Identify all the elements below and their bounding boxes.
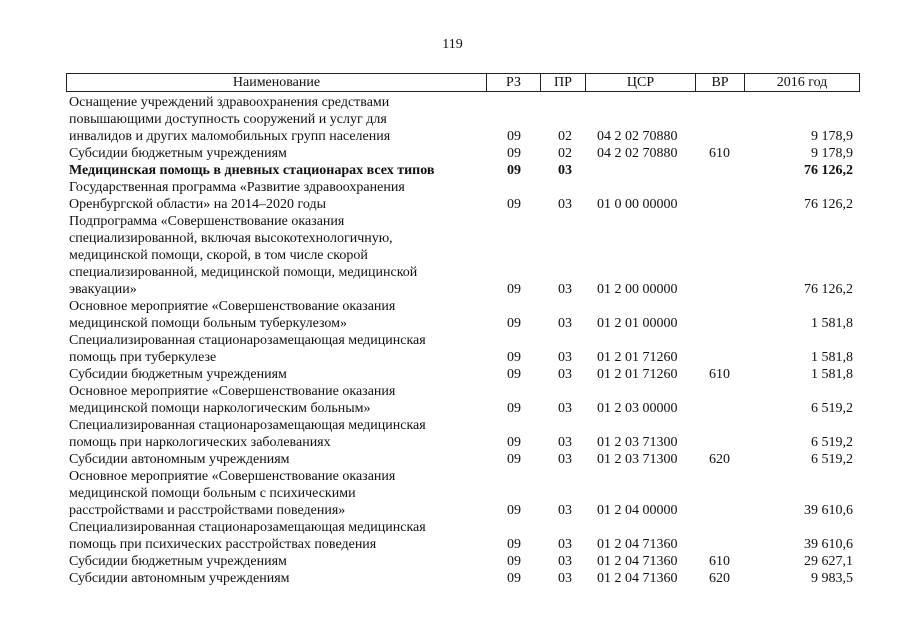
row-rz: 09 xyxy=(507,350,521,365)
row-name xyxy=(69,94,479,145)
row-name xyxy=(69,451,479,468)
header-year: 2016 год xyxy=(776,75,828,90)
row-name xyxy=(69,366,479,383)
row-name-line: помощь при психических расстройствах поведения xyxy=(69,537,377,552)
row-name-line: инвалидов и других маломобильных групп населения xyxy=(69,129,391,144)
row-rz: 09 xyxy=(507,571,521,586)
table-row xyxy=(0,94,905,145)
row-amount: 9 178,9 xyxy=(811,146,853,161)
row-name xyxy=(69,468,479,519)
row-pr: 02 xyxy=(558,146,572,161)
row-csr: 01 2 00 00000 xyxy=(597,282,678,297)
row-pr: 03 xyxy=(558,537,572,552)
row-amount: 6 519,2 xyxy=(811,435,853,450)
table-row xyxy=(0,468,905,519)
row-csr: 04 2 02 70880 xyxy=(597,129,678,144)
row-pr: 03 xyxy=(558,316,572,331)
row-amount: 76 126,2 xyxy=(804,163,853,178)
row-amount: 1 581,8 xyxy=(811,316,853,331)
row-name-line: специализированной, включая высокотехнологичную, xyxy=(69,231,393,246)
page-number: 119 xyxy=(442,37,463,52)
row-csr: 01 0 00 00000 xyxy=(597,197,678,212)
row-name-line: Оренбургской области» на 2014–2020 годы xyxy=(69,197,326,212)
table-row xyxy=(0,213,905,298)
row-name-line: Субсидии бюджетным учреждениям xyxy=(69,554,287,569)
row-name-line: медицинской помощи больным туберкулезом» xyxy=(69,316,348,331)
row-name-line: Подпрограмма «Совершенствование оказания xyxy=(69,214,345,229)
row-amount: 1 581,8 xyxy=(811,367,853,382)
table-row xyxy=(0,553,905,570)
row-name-line: Субсидии бюджетным учреждениям xyxy=(69,367,287,382)
row-name-line: Основное мероприятие «Совершенствование оказания xyxy=(69,384,396,399)
row-vr: 610 xyxy=(709,146,730,161)
table-row xyxy=(0,383,905,417)
row-csr: 04 2 02 70880 xyxy=(597,146,678,161)
table-row xyxy=(0,366,905,383)
row-vr: 610 xyxy=(709,367,730,382)
row-csr: 01 2 04 71360 xyxy=(597,554,678,569)
row-name xyxy=(69,519,479,553)
row-pr: 03 xyxy=(558,282,572,297)
header-vr: ВР xyxy=(696,74,745,91)
header-rz: РЗ xyxy=(487,74,541,91)
header-pr: ПР xyxy=(541,74,586,91)
table-header xyxy=(66,73,860,92)
row-csr: 01 2 01 71260 xyxy=(597,350,678,365)
row-rz: 09 xyxy=(507,367,521,382)
row-rz: 09 xyxy=(507,163,521,178)
row-name xyxy=(69,213,479,298)
row-name xyxy=(69,179,479,213)
row-name xyxy=(69,383,479,417)
row-rz: 09 xyxy=(507,554,521,569)
row-rz: 09 xyxy=(507,316,521,331)
row-rz: 09 xyxy=(507,452,521,467)
row-name-line: помощь при наркологических заболеваниях xyxy=(69,435,331,450)
row-pr: 03 xyxy=(558,163,572,178)
row-pr: 03 xyxy=(558,452,572,467)
row-pr: 03 xyxy=(558,401,572,416)
row-csr: 01 2 04 00000 xyxy=(597,503,678,518)
row-pr: 03 xyxy=(558,367,572,382)
row-name-line: медицинской помощи больным с психическими xyxy=(69,486,356,501)
row-name xyxy=(69,162,479,179)
row-csr: 01 2 03 71300 xyxy=(597,452,678,467)
table-body xyxy=(0,94,905,587)
row-amount: 9 178,9 xyxy=(811,129,853,144)
row-name xyxy=(69,417,479,451)
table-row xyxy=(0,332,905,366)
row-name-line: Субсидии автономным учреждениям xyxy=(69,452,290,467)
row-name-line: эвакуации» xyxy=(69,282,137,297)
row-amount: 76 126,2 xyxy=(804,282,853,297)
row-name xyxy=(69,332,479,366)
row-name-line: Медицинская помощь в дневных стационарах всех типов xyxy=(69,163,435,178)
row-name-line: помощь при туберкулезе xyxy=(69,350,217,365)
row-rz: 09 xyxy=(507,435,521,450)
row-name-line: медицинской помощи, скорой, в том числе скорой xyxy=(69,248,368,263)
row-name xyxy=(69,145,479,162)
row-vr: 610 xyxy=(709,554,730,569)
row-rz: 09 xyxy=(507,282,521,297)
row-name-line: Специализированная стационарозамещающая медицинская xyxy=(69,418,426,433)
row-rz: 09 xyxy=(507,129,521,144)
row-name-line: повышающими доступность сооружений и услуг для xyxy=(69,112,387,127)
table-row xyxy=(0,145,905,162)
row-rz: 09 xyxy=(507,197,521,212)
row-name xyxy=(69,553,479,570)
table-row xyxy=(0,298,905,332)
row-name-line: специализированной, медицинской помощи, медицинской xyxy=(69,265,418,280)
table-row xyxy=(0,162,905,179)
table-row xyxy=(0,570,905,587)
row-amount: 6 519,2 xyxy=(811,452,853,467)
row-amount: 9 983,5 xyxy=(811,571,853,586)
row-rz: 09 xyxy=(507,401,521,416)
row-pr: 03 xyxy=(558,571,572,586)
table-row xyxy=(0,417,905,451)
row-name-line: Основное мероприятие «Совершенствование оказания xyxy=(69,469,396,484)
row-vr: 620 xyxy=(709,452,730,467)
row-csr: 01 2 01 00000 xyxy=(597,316,678,331)
row-rz: 09 xyxy=(507,537,521,552)
row-pr: 02 xyxy=(558,129,572,144)
row-name-line: расстройствами и расстройствами поведения» xyxy=(69,503,346,518)
row-amount: 29 627,1 xyxy=(804,554,853,569)
row-rz: 09 xyxy=(507,146,521,161)
header-csr: ЦСР xyxy=(586,74,696,91)
row-name-line: Субсидии бюджетным учреждениям xyxy=(69,146,287,161)
row-name-line: Оснащение учреждений здравоохранения средствами xyxy=(69,95,390,110)
row-pr: 03 xyxy=(558,435,572,450)
row-amount: 76 126,2 xyxy=(804,197,853,212)
row-name-line: Субсидии автономным учреждениям xyxy=(69,571,290,586)
row-pr: 03 xyxy=(558,197,572,212)
row-name-line: Специализированная стационарозамещающая медицинская xyxy=(69,333,426,348)
row-name xyxy=(69,570,479,587)
row-name-line: медицинской помощи наркологическим больным» xyxy=(69,401,371,416)
row-amount: 39 610,6 xyxy=(804,503,853,518)
row-vr: 620 xyxy=(709,571,730,586)
row-pr: 03 xyxy=(558,350,572,365)
row-pr: 03 xyxy=(558,503,572,518)
row-csr: 01 2 03 71300 xyxy=(597,435,678,450)
row-csr: 01 2 01 71260 xyxy=(597,367,678,382)
row-name-line: Государственная программа «Развитие здравоохранения xyxy=(69,180,405,195)
table-row xyxy=(0,179,905,213)
row-csr: 01 2 04 71360 xyxy=(597,571,678,586)
table-row xyxy=(0,451,905,468)
row-rz: 09 xyxy=(507,503,521,518)
row-amount: 6 519,2 xyxy=(811,401,853,416)
row-pr: 03 xyxy=(558,554,572,569)
table-row xyxy=(0,519,905,553)
row-name xyxy=(69,298,479,332)
header-name: Наименование xyxy=(67,74,487,91)
row-name-line: Специализированная стационарозамещающая медицинская xyxy=(69,520,426,535)
row-csr: 01 2 03 00000 xyxy=(597,401,678,416)
row-amount: 1 581,8 xyxy=(811,350,853,365)
row-csr: 01 2 04 71360 xyxy=(597,537,678,552)
row-name-line: Основное мероприятие «Совершенствование оказания xyxy=(69,299,396,314)
row-amount: 39 610,6 xyxy=(804,537,853,552)
